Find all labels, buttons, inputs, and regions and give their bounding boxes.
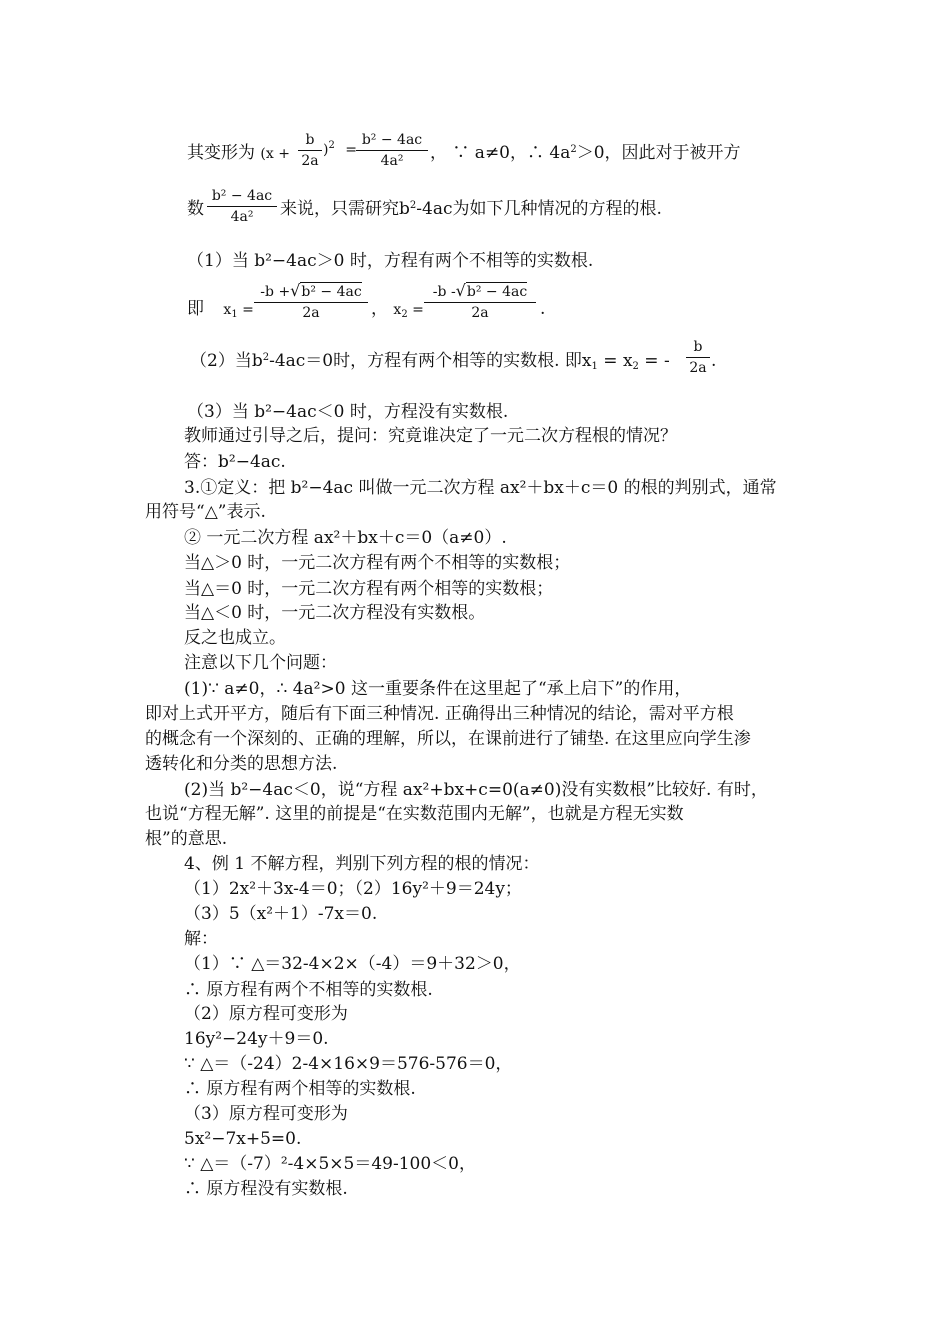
text-line: （3）原方程可变形为	[184, 1104, 348, 1124]
text-line: ∵ △＝（-24）2-4×16×9＝576-576＝0，	[184, 1054, 513, 1074]
fraction-radicand: $\frac{\text{b² − 4ac}}{\text{4a²}}$	[207, 187, 277, 226]
text-line: ② 一元二次方程 ax²＋bx＋c＝0（a≠0）.	[184, 528, 507, 548]
text-line: (1)∵ a≠0，∴ 4a²>0 这一重要条件在这里起了“承上启下”的作用，	[184, 679, 692, 699]
text-line: （3）5（x²＋1）-7x＝0.	[184, 904, 378, 924]
text-line: ∴ 原方程有两个相等的实数根.	[184, 1079, 416, 1099]
text-segment: ， $x_2$ =	[371, 299, 424, 320]
root-formula-x1: $\frac{\text{-b +√b² − 4ac}}{2a}$	[254, 282, 368, 322]
text-line: 16y²−24y＋9＝0.	[184, 1029, 329, 1049]
text-line: 4、例 1 不解方程，判别下列方程的根的情况：	[184, 854, 540, 874]
text-segment: (x +	[260, 146, 290, 162]
text-segment: .	[540, 299, 546, 319]
text-line: 用符号“△”表示.	[145, 502, 266, 522]
text-line: 教师通过引导之后，提问：究竟谁决定了一元二次方程根的情况？	[184, 426, 677, 446]
fraction-b-over-2a: $\frac{b}{2a}$	[298, 131, 322, 170]
text-line: 也说“方程无解”. 这里的前提是“在实数范围内无解”，也就是方程无实数	[145, 804, 684, 824]
text-line: 答：b²−4ac.	[184, 452, 286, 472]
fraction-discriminant-over-4a2: $\frac{\text{b² − 4ac}}{\text{4a²}}$	[356, 131, 428, 170]
text-line: 5x²−7x+5=0.	[184, 1129, 302, 1149]
case-1-roots: 即 $x_1$ =	[187, 299, 254, 320]
text-line: ∴ 原方程没有实数根.	[184, 1179, 348, 1199]
text-line: 当△＞0 时，一元二次方程有两个不相等的实数根；	[184, 553, 571, 573]
text-line: 当△＜0 时，一元二次方程没有实数根。	[184, 603, 486, 623]
text-line: 根”的意思.	[145, 829, 228, 849]
text-segment: 来说，只需研究$b^2-4ac$为如下几种情况的方程的根.	[280, 199, 662, 219]
text-segment: ， ∵ a≠0，∴ $4a^2>0$，因此对于被开方	[430, 143, 741, 163]
text-line: （1）2x²＋3x-4＝0；（2）16y²＋9＝24y；	[184, 879, 522, 899]
text-line: 透转化和分类的思想方法.	[145, 754, 338, 774]
text-line: （3）当 b²−4ac＜0 时，方程没有实数根.	[187, 402, 509, 422]
text-line: （1）∵ △＝32-4×2×（-4）＝9＋32＞0，	[184, 954, 521, 974]
text-line: 注意以下几个问题：	[184, 653, 337, 673]
fraction-minus-b-over-2a: $\frac{b}{2a}$	[686, 338, 710, 377]
case-1-text: （1）当 b²−4ac＞0 时，方程有两个不相等的实数根.	[187, 251, 594, 271]
text-segment: )$^2$ =	[323, 140, 358, 158]
text-line: （2）原方程可变形为	[184, 1004, 348, 1024]
text-line: 的概念有一个深刻的、正确的理解，所以，在课前进行了铺垫. 在这里应向学生渗	[145, 729, 751, 749]
formula-line-1	[187, 142, 290, 165]
text-line: 3.①定义：把 b²−4ac 叫做一元二次方程 ax²＋bx＋c＝0 的根的判别式，通常	[184, 478, 777, 498]
text-segment: .	[711, 351, 717, 371]
text-line: 反之也成立。	[184, 628, 286, 648]
text-line: 即对上式开平方，随后有下面三种情况. 正确得出三种情况的结论，需对平方根	[145, 704, 734, 724]
text-line: ∵ △＝（-7）²-4×5×5＝49-100＜0，	[184, 1154, 476, 1174]
text-segment: 其变形为	[187, 143, 255, 163]
text-line: 解：	[184, 929, 218, 949]
text-line: ∴ 原方程有两个不相等的实数根.	[184, 980, 433, 1000]
text-line: 当△＝0 时，一元二次方程有两个相等的实数根；	[184, 579, 554, 599]
text-line: (2)当 b²−4ac＜0，说“方程 ax²+bx+c=0(a≠0)没有实数根”比较好. 有时，	[184, 780, 768, 800]
case-2-text: （2）当$b^2-4ac=0$时，方程有两个相等的实数根. 即$x_1 = x_2$ = -	[190, 351, 670, 372]
root-formula-x2: $\frac{\text{-b -√b² − 4ac}}{2a}$	[424, 282, 536, 322]
formula-line-2: 数	[187, 199, 204, 219]
